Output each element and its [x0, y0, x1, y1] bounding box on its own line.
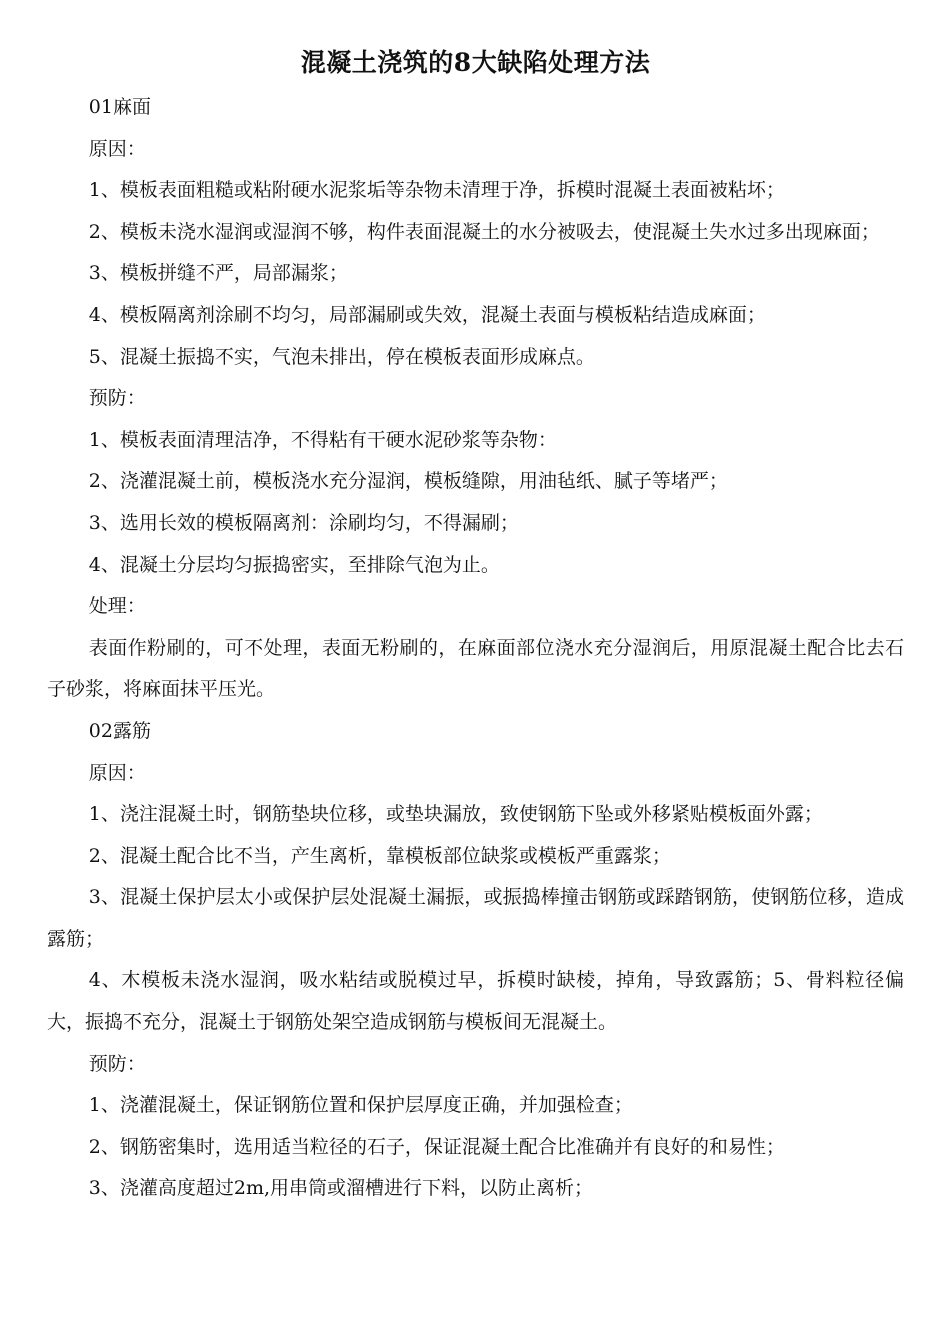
- subheading-treatment: 处理：: [88, 595, 146, 618]
- document-body: [47, 87, 904, 1210]
- paragraph: 2、模板未浇水湿润或湿润不够，构件表面混凝土的水分被吸去，使混凝土失水过多出现麻面；: [88, 220, 880, 243]
- paragraph: 表面作粉刷的，可不处理，表面无粉刷的，在麻面部位浇水充分湿润后，用原混凝土配合比去石子砂浆，将麻面抹平压光。: [47, 636, 904, 701]
- paragraph: 1、浇注混凝土时，钢筋垫块位移，或垫块漏放，致使钢筋下坠或外移紧贴模板面外露；: [88, 803, 823, 826]
- paragraph: 2、浇灌混凝土前，模板浇水充分湿润，模板缝隙，用油毡纸、腻子等堵严；: [88, 470, 728, 493]
- paragraph: 4、模板隔离剂涂刷不均匀，局部漏刷或失效，混凝土表面与模板粘结造成麻面；: [88, 303, 766, 326]
- paragraph: 4、混凝土分层均匀振捣密实，至排除气泡为止。: [88, 553, 500, 576]
- paragraph: 1、模板表面粗糙或粘附硬水泥浆垢等杂物未清理于净，拆模时混凝土表面被粘坏；: [88, 179, 785, 202]
- subheading-prevention: 预防：: [88, 1052, 146, 1075]
- document-title: 混凝土浇筑的8大缺陷处理方法: [300, 48, 651, 77]
- paragraph: 3、浇灌高度超过2m,用串筒或溜槽进行下料，以防止离析；: [88, 1177, 594, 1200]
- paragraph: 3、混凝土保护层太小或保护层处混凝土漏振，或振捣棒撞击钢筋或踩踏钢筋，使钢筋位移，造成露筋；: [47, 886, 904, 950]
- subheading-prevention: 预防：: [88, 387, 146, 410]
- paragraph: 3、模板拼缝不严，局部漏浆；: [88, 262, 348, 285]
- paragraph: 1、模板表面清理洁净，不得粘有干硬水泥砂浆等杂物：: [88, 428, 557, 451]
- paragraph: 1、浇灌混凝土，保证钢筋位置和保护层厚度正确，并加强检查；: [88, 1094, 633, 1117]
- section-heading: 02露筋: [88, 719, 151, 742]
- paragraph: 2、混凝土配合比不当，产生离析，靠模板部位缺浆或模板严重露浆；: [88, 844, 671, 867]
- paragraph: 2、钢筋密集时，选用适当粒径的石子，保证混凝土配合比准确并有良好的和易性；: [88, 1135, 785, 1158]
- subheading-cause: 原因：: [88, 761, 146, 784]
- paragraph: 4、木模板未浇水湿润，吸水粘结或脱模过早，拆模时缺棱，掉角，导致露筋；5、骨料粒径偏大，振捣不充分，混凝土于钢筋处架空造成钢筋与模板间无混凝土。: [47, 969, 904, 1034]
- paragraph: 5、混凝土振捣不实，气泡未排出，停在模板表面形成麻点。: [88, 345, 595, 368]
- subheading-cause: 原因：: [88, 137, 146, 160]
- paragraph: 3、选用长效的模板隔离剂：涂刷均匀，不得漏刷；: [88, 511, 519, 534]
- section-heading: 01麻面: [88, 96, 151, 118]
